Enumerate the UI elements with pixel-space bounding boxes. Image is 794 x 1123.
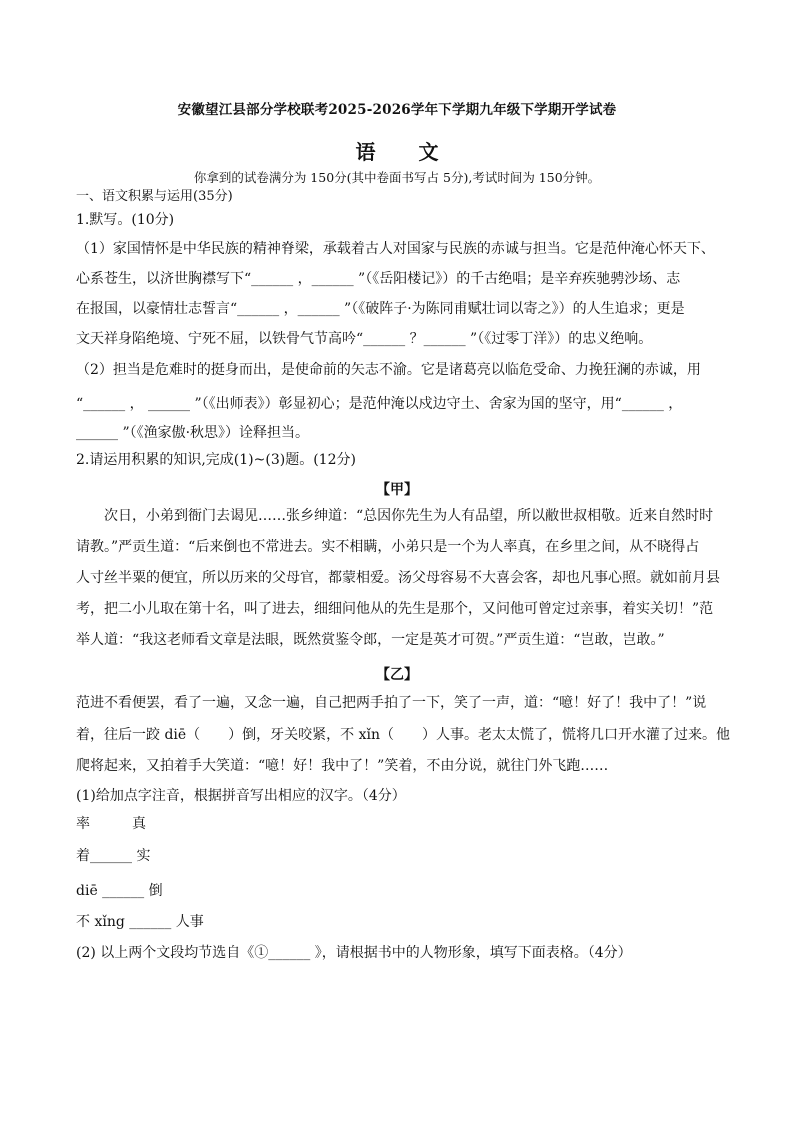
passage-yi-line: 范进不看便罢，看了一遍，又念一遍，自己把两手拍了一下，笑了一声，道：“噫！好了！我中了！”说 [76, 695, 707, 711]
question-1-title: 1.默写。(10分) [76, 212, 175, 228]
q1-line: 文天祥身陷绝境、宁死不屈，以铁骨气节高吟“______ ？______ ”（《过零丁洋》）的忠义绝响。 [76, 331, 653, 347]
sub-question-1-item: 不 xǐng ______ 人事 [76, 914, 204, 930]
passage-jia-line: 人寸丝半粟的便宜，所以历来的父母官，都蒙相爱。汤父母容易不大喜会客，却也凡事心照。就如前月县 [76, 570, 720, 586]
passage-jia-line: 举人道：“我这老师看文章是法眼，既然赏鉴令郎，一定是英才可贺。”严贡生道：“岂敢，岂敢。” [76, 632, 665, 648]
passage-jia-label: 【甲】 [376, 482, 418, 498]
passage-yi-line: 爬将起来，又拍着手大笑道：“噫！好！我中了！”笑着，不由分说，就往门外飞跑…… [76, 758, 609, 774]
sub-question-1-item: diē ______ 倒 [76, 883, 163, 899]
q1-line: 心系苍生，以济世胸襟写下“______ ，______ ”（《岳阳楼记》）的千古绝唱；是辛弃疾驰骋沙场、志 [76, 271, 681, 287]
exam-note: 你拿到的试卷满分为 150分(其中卷面书写占 5分),考试时间为 150分钟。 [193, 170, 601, 185]
passage-yi-line: 着，往后一跤 diē（ ）倒，牙关咬紧，不 xǐn（ ）人事。老太太慌了，慌将几口开水灌了过来。他 [76, 727, 731, 743]
q1-line: 在报国，以豪情壮志誓言“______ ，______ ”（《破阵子·为陈同甫赋壮词以寄之》）的人生追求；更是 [76, 301, 685, 317]
passage-jia-line: 考，把二小儿取在第十名，叫了进去，细细问他从的先生是那个，又问他可曾定过亲事，着实关切！”范 [76, 601, 714, 617]
sub-question-2-title: (2) 以上两个文段均节选自《①______ 》，请根据书中的人物形象，填写下面表格。（4分） [76, 945, 632, 961]
question-2-title: 2.请运用积累的知识,完成(1)~(3)题。(12分) [76, 452, 356, 468]
q1-line: （1）家国情怀是中华民族的精神脊梁，承载着古人对国家与民族的赤诚与担当。它是范仲淹心怀天下、 [76, 241, 715, 257]
passage-yi-label: 【乙】 [376, 667, 418, 683]
section-heading: 一、语文积累与运用(35分) [76, 189, 233, 204]
sub-question-1-item: 率 真 [76, 816, 146, 832]
passage-jia-line: 次日，小弟到衙门去谒见……张乡绅道：“总因你先生为人有品望，所以敝世叔相敬。近来自然时时 [104, 508, 714, 524]
passage-jia-line: 请教。”严贡生道：“后来倒也不常进去。实不相瞒，小弟只是一个为人率真，在乡里之间，从不晓得占 [76, 539, 700, 555]
sub-question-1-item: 着______ 实 [76, 848, 151, 864]
exam-title: 安徽望江县部分学校联考2025-2026学年下学期九年级下学期开学试卷 [177, 102, 617, 118]
q1-line: （2）担当是危难时的挺身而出，是使命前的矢志不渝。它是诸葛亮以临危受命、力挽狂澜的赤诚，用 [76, 362, 701, 378]
subject-title: 语 文 [355, 140, 457, 164]
q1-line: “______ ， ______ ”（《出师表》）彰显初心；是范仲淹以戍边守土、舍家为国的坚守，用“______ ， [76, 396, 683, 412]
sub-question-1-title: (1)给加点字注音，根据拼音写出相应的汉字。（4分） [76, 788, 406, 804]
q1-line: ______ ”（《渔家傲·秋思》）诠释担当。 [76, 425, 310, 441]
